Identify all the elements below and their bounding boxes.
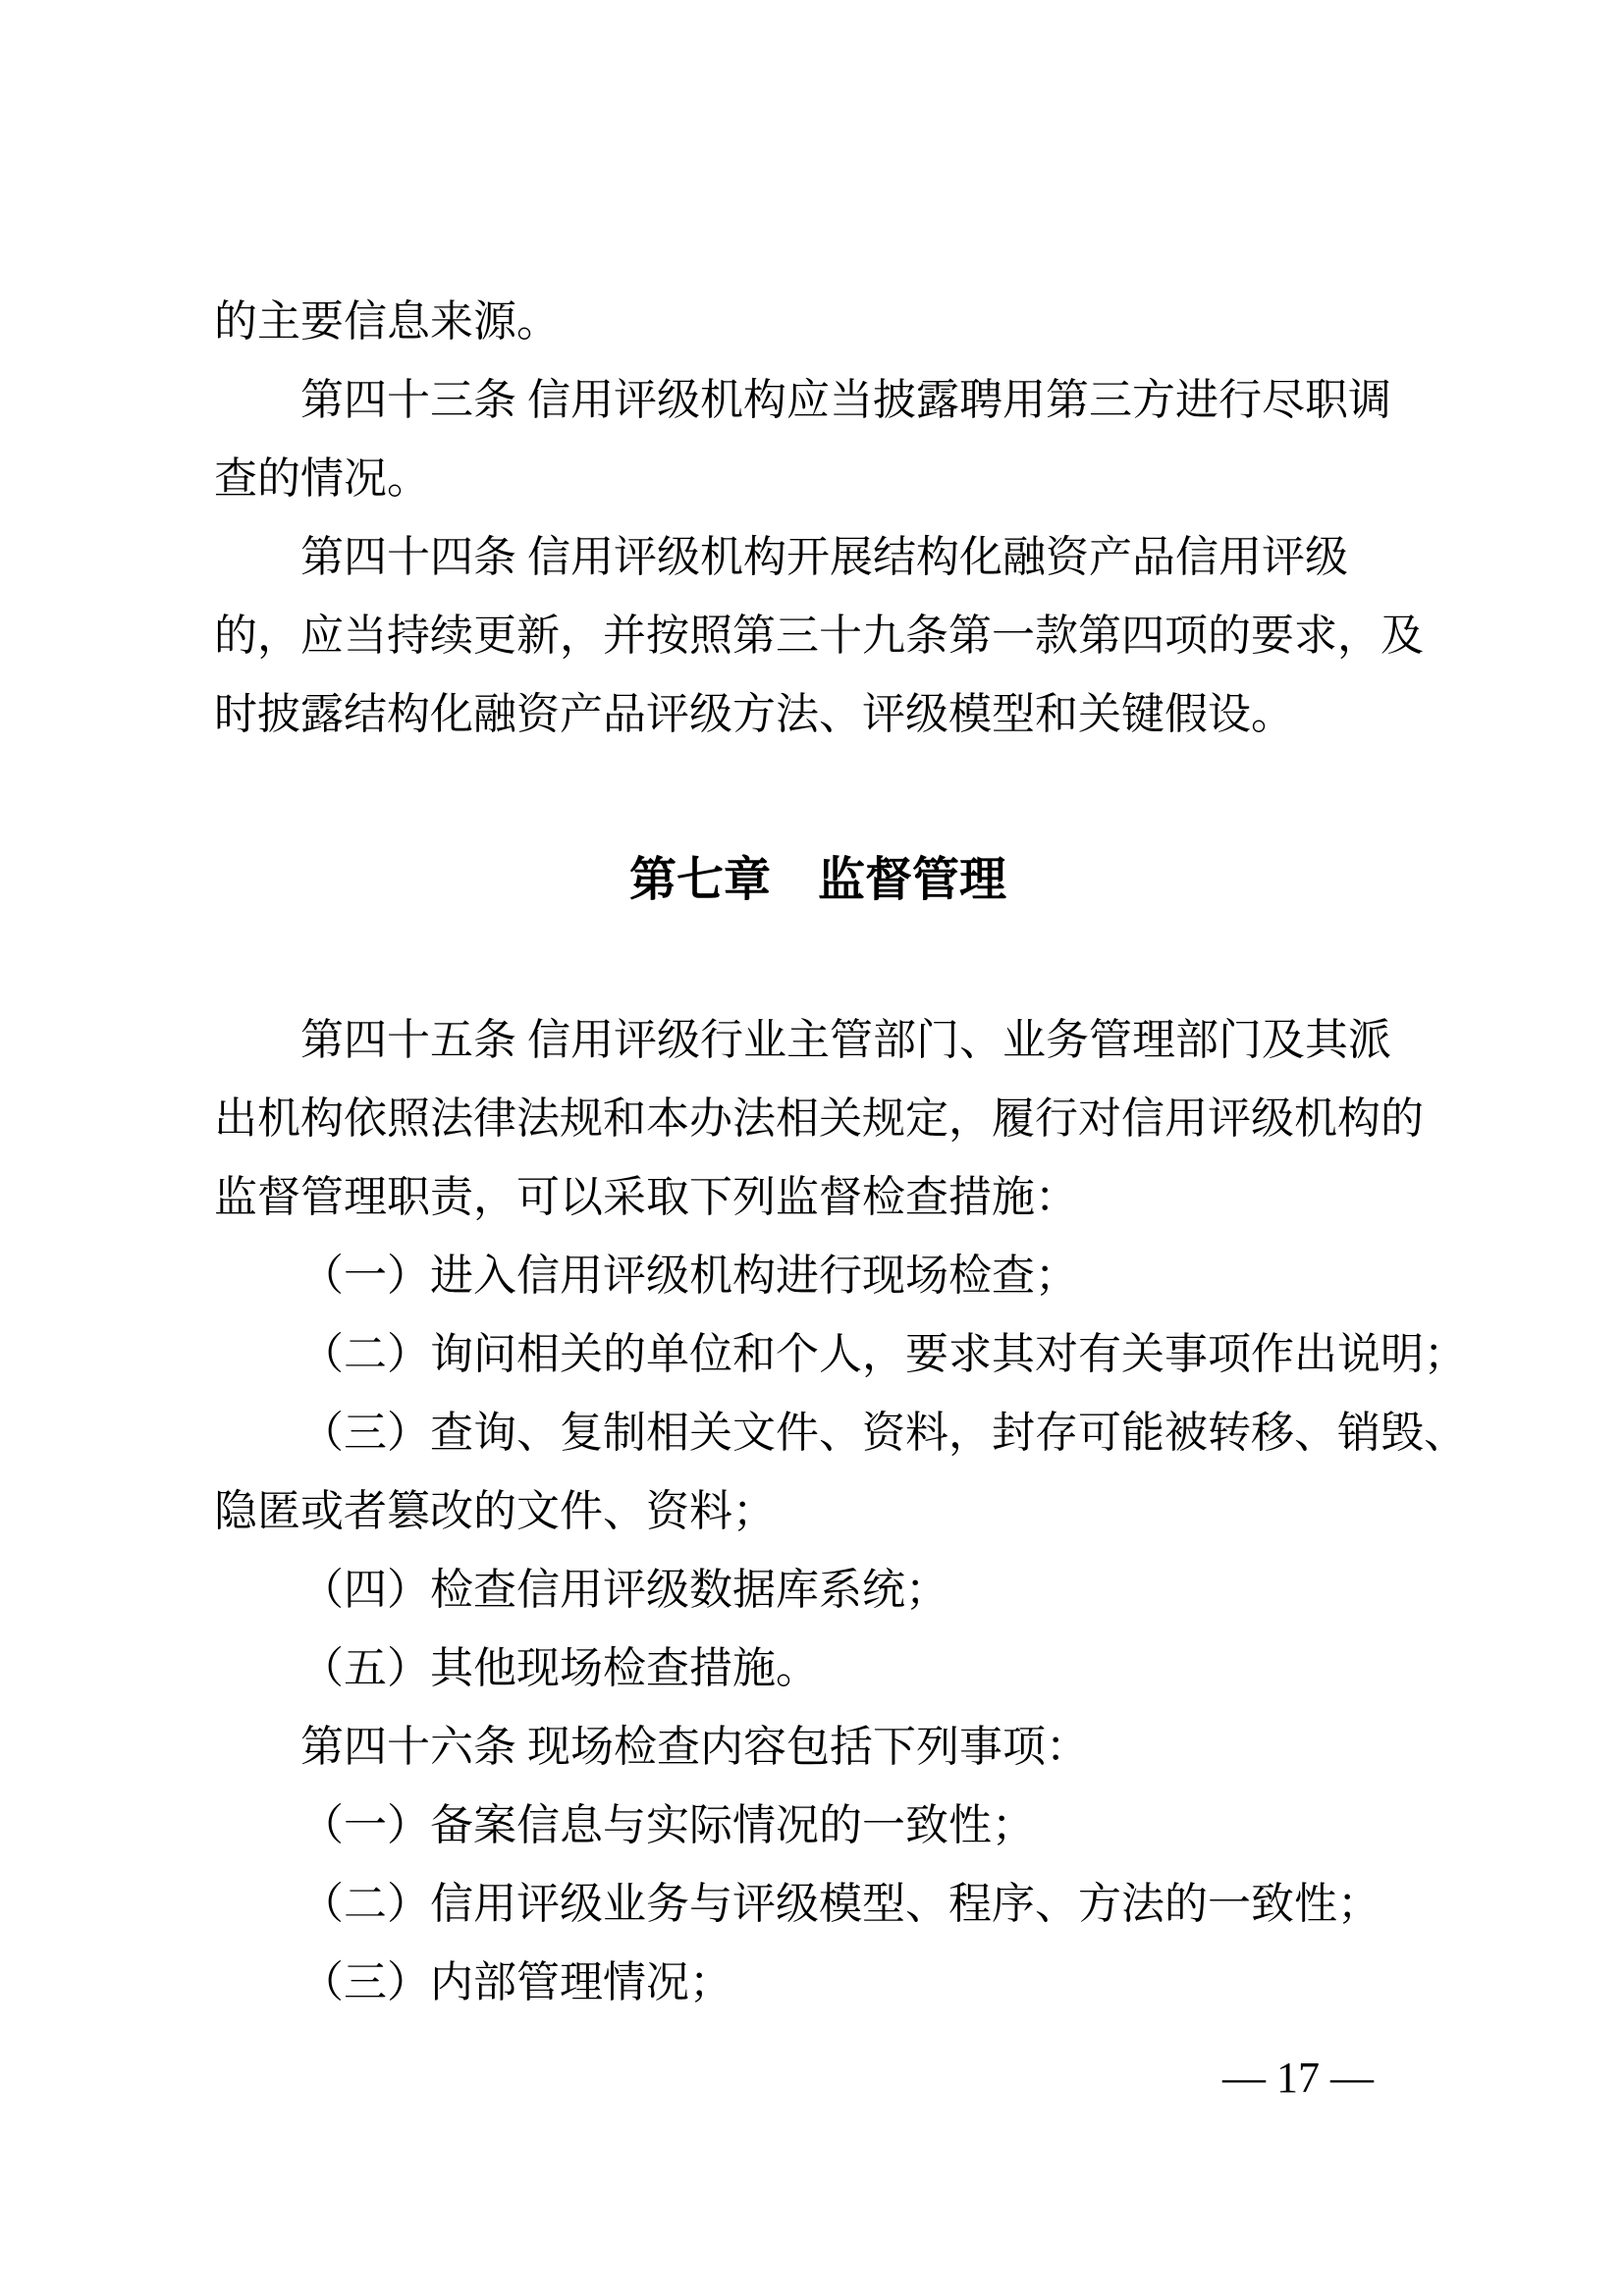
- body-line: （二）信用评级业务与评级模型、程序、方法的一致性；: [300, 1880, 1380, 1928]
- body-line: （一）进入信用评级机构进行现场检查；: [300, 1252, 1078, 1300]
- body-line: 查的情况。: [214, 454, 430, 503]
- body-text: [214, 283, 1467, 2022]
- body-line: 时披露结构化融资产品评级方法、评级模型和关键假设。: [214, 690, 1294, 738]
- body-line: （三）内部管理情况；: [300, 1958, 732, 2006]
- body-line: 第四十五条 信用评级行业主管部门、业务管理部门及其派: [300, 1016, 1391, 1064]
- body-line: （一）备案信息与实际情况的一致性；: [300, 1801, 1035, 1849]
- body-line: （三）查询、复制相关文件、资料，封存可能被转移、销毁、: [300, 1409, 1467, 1457]
- chapter-heading: 第七章 监督管理: [628, 854, 1006, 906]
- body-line: 监督管理职责，可以采取下列监督检查措施：: [214, 1173, 1078, 1221]
- body-line: 第四十三条 信用评级机构应当披露聘用第三方进行尽职调: [300, 376, 1391, 424]
- body-line: （五）其他现场检查措施。: [300, 1644, 819, 1692]
- body-line: 的，应当持续更新，并按照第三十九条第一款第四项的要求，及: [214, 612, 1424, 660]
- body-line: （二）询问相关的单位和个人，要求其对有关事项作出说明；: [300, 1330, 1467, 1378]
- body-line: （四）检查信用评级数据库系统；: [300, 1566, 948, 1614]
- body-line: 第四十六条 现场检查内容包括下列事项：: [300, 1723, 1089, 1771]
- body-line: 第四十四条 信用评级机构开展结构化融资产品信用评级: [300, 533, 1348, 581]
- body-line: 出机构依照法律法规和本办法相关规定，履行对信用评级机构的: [214, 1095, 1424, 1143]
- page-number: — 17 —: [1222, 2054, 1374, 2102]
- body-line: 隐匿或者篡改的文件、资料；: [214, 1487, 776, 1535]
- body-line: 的主要信息来源。: [214, 297, 560, 346]
